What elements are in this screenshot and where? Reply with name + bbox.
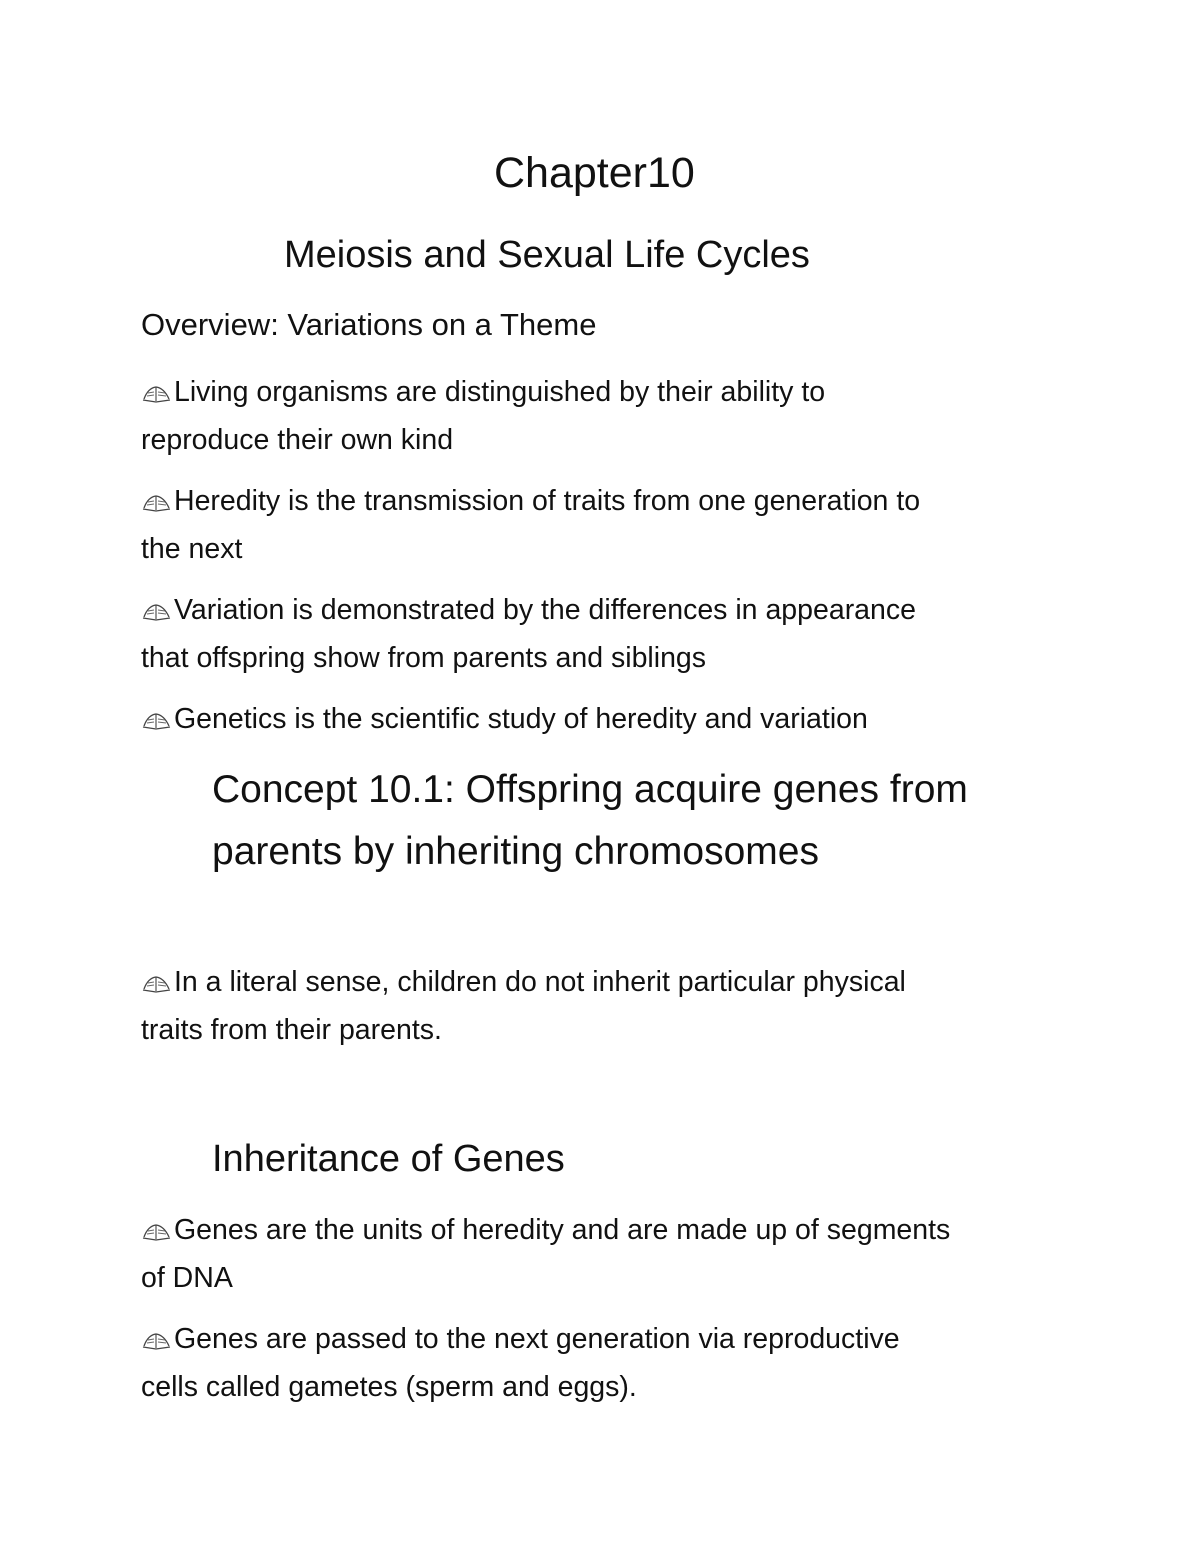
- overview-bullet-1-line-1: Living organisms are distinguished by their ability to: [141, 378, 825, 407]
- overview-bullet-2-line-1: Heredity is the transmission of traits from one generation to: [141, 487, 920, 516]
- overview-bullet-4-line-1: Genetics is the scientific study of heredity and variation: [141, 705, 868, 734]
- book-icon: [141, 381, 174, 403]
- inheritance-bullet-1-line-1: Genes are the units of heredity and are made up of segments: [141, 1216, 950, 1245]
- book-icon: [141, 1219, 174, 1241]
- concept-heading-line-1: Concept 10.1: Offspring acquire genes from: [212, 768, 968, 811]
- overview-bullet-1-line-2: reproduce their own kind: [141, 424, 454, 456]
- overview-bullet-3-line-2: that offspring show from parents and siblings: [141, 642, 707, 674]
- chapter-title: Chapter10: [494, 149, 695, 197]
- inheritance-bullet-2-line-2: cells called gametes (sperm and eggs).: [141, 1371, 637, 1403]
- book-icon: [141, 708, 174, 730]
- concept-heading-line-2: parents by inheriting chromosomes: [212, 830, 819, 873]
- inheritance-bullet-1-line-2: of DNA: [141, 1262, 233, 1294]
- overview-bullet-3-line-1: Variation is demonstrated by the differences in appearance: [141, 596, 916, 625]
- concept-bullet-1-line-1: In a literal sense, children do not inherit particular physical: [141, 968, 906, 997]
- book-icon: [141, 599, 174, 621]
- book-icon: [141, 1328, 174, 1350]
- concept-bullet-1-line-2: traits from their parents.: [141, 1014, 442, 1046]
- overview-bullet-2-line-2: the next: [141, 533, 243, 565]
- book-icon: [141, 490, 174, 512]
- overview-heading: Overview: Variations on a Theme: [141, 307, 597, 342]
- inheritance-heading: Inheritance of Genes: [212, 1138, 565, 1180]
- book-icon: [141, 971, 174, 993]
- inheritance-bullet-2-line-1: Genes are passed to the next generation via reproductive: [141, 1325, 900, 1354]
- chapter-subtitle: Meiosis and Sexual Life Cycles: [284, 234, 810, 276]
